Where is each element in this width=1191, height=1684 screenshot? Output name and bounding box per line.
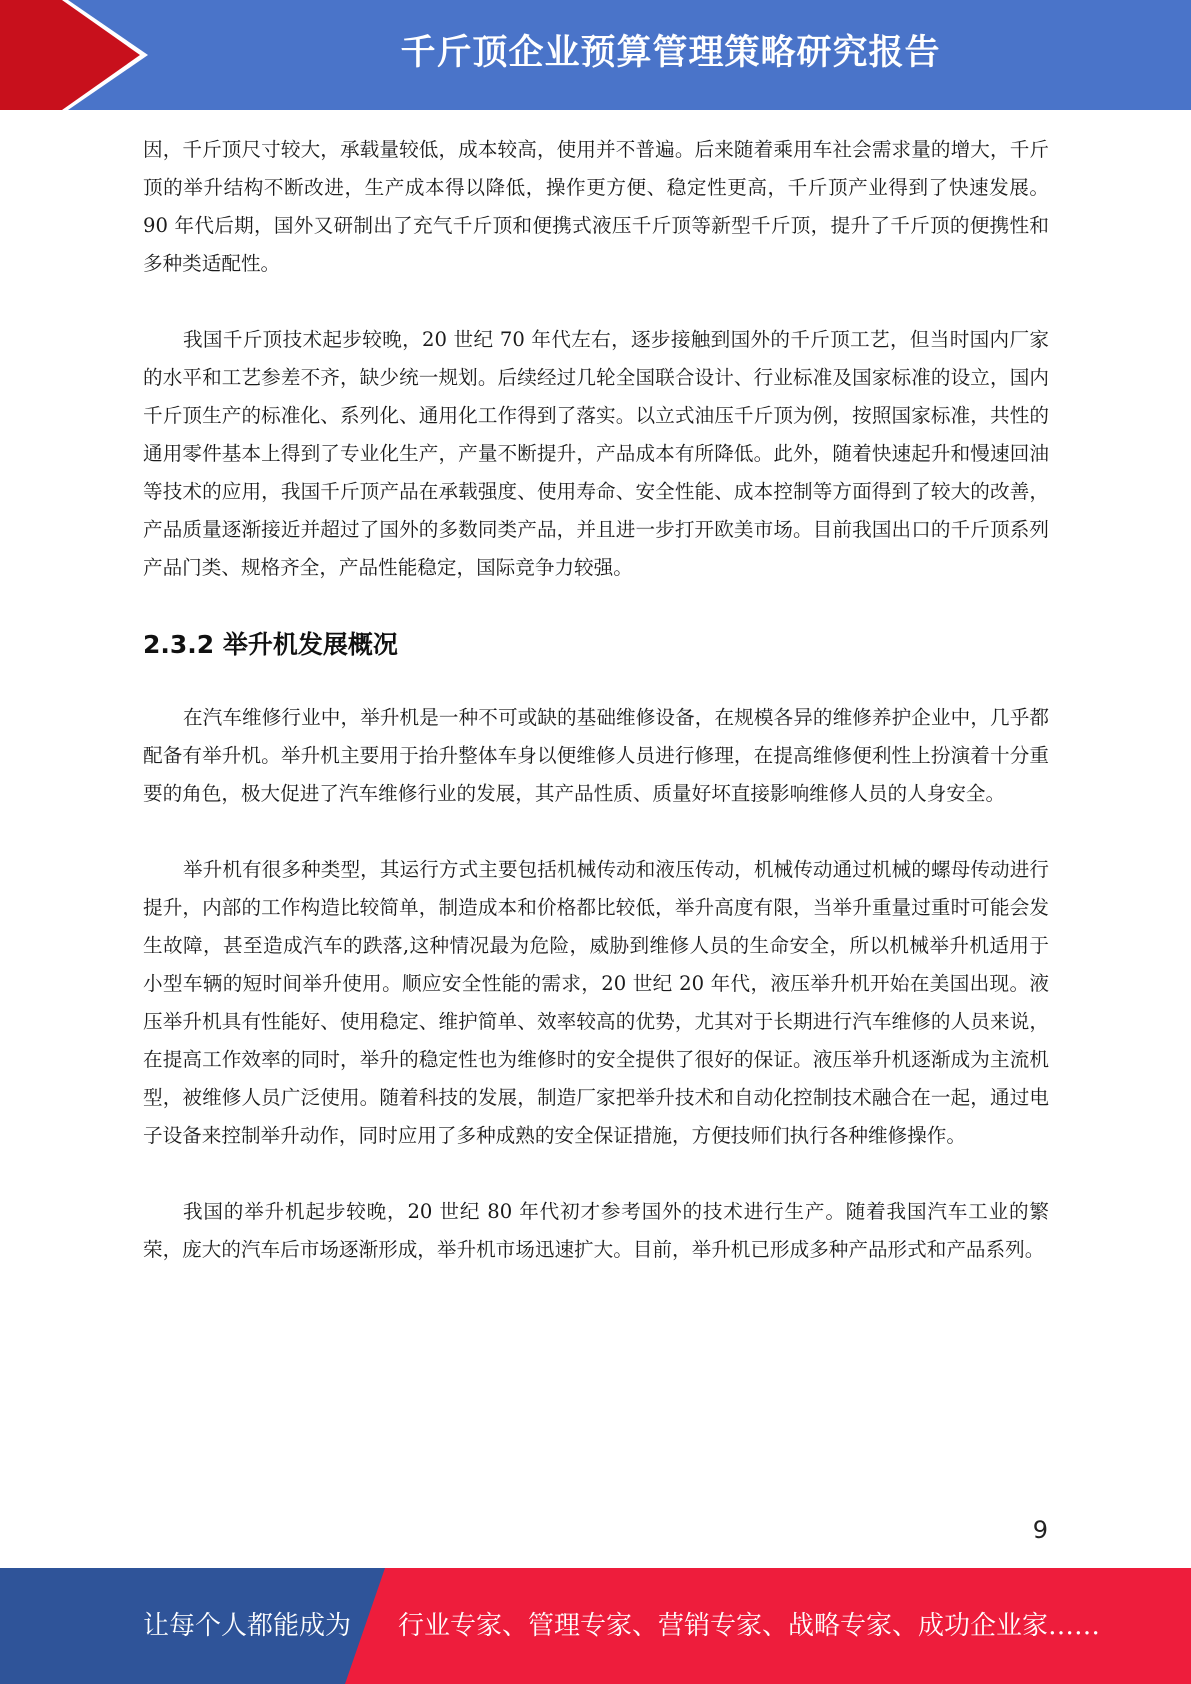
report-title: 千斤顶企业预算管理策略研究报告 <box>400 33 941 73</box>
paragraph-4: 举升机有很多种类型，其运行方式主要包括机械传动和液压传动，机械传动通过机械的螺母传动进行提升，内部的工作构造比较简单，制造成本和价格都比较低，举升高度有限，当举升重量过重时可能会发生故障，甚至造成汽车的跌落,这种情况最为危险，威胁到维修人员的生命安全，所以机械举升机适用于小型车辆的短时间举升使用。顺应安全性能的需求，20 世纪 20 年代，液压举升机开始在美国出现。液压举升机具有性能好、使用稳定、维护简单、效率较高的优势，尤其对于长期进行汽车维修的人员来说，在提高工作效率的同时，举升的稳定性也为维修时的安全提供了很好的保证。液压举升机逐渐成为主流机型，被维修人员广泛使用。随着科技的发展，制造厂家把举升技术和自动化控制技术融合在一起，通过电子设备来控制举升动作，同时应用了多种成熟的安全保证措施，方便技师们执行各种维修操作。 <box>143 858 1049 1147</box>
page-number: 9 <box>1032 1516 1048 1544</box>
footer-slogan-left: 让每个人都能成为 <box>143 1611 352 1641</box>
header-chevron-decoration <box>0 0 160 110</box>
paragraph-2: 我国千斤顶技术起步较晚，20 世纪 70 年代左右，逐步接触到国外的千斤顶工艺，但当时国内厂家的水平和工艺参差不齐，缺少统一规划。后续经过几轮全国联合设计、行业标准及国家标准的设立，国内千斤顶生产的标准化、系列化、通用化工作得到了落实。以立式油压千斤顶为例，按照国家标准，共性的通用零件基本上得到了专业化生产，产量不断提升，产品成本有所降低。此外，随着快速起升和慢速回油等技术的应用，我国千斤顶产品在承载强度、使用寿命、安全性能、成本控制等方面得到了较大的改善，产品质量逐渐接近并超过了国外的多数同类产品，并且进一步打开欧美市场。目前我国出口的千斤顶系列产品门类、规格齐全，产品性能稳定，国际竞争力较强。 <box>143 328 1049 579</box>
section-heading: 2.3.2 举升机发展概况 <box>143 630 398 659</box>
main-content <box>143 131 1049 1307</box>
footer-slogan-right: 行业专家、管理专家、营销专家、战略专家、成功企业家…… <box>398 1611 1101 1641</box>
paragraph-1: 因，千斤顶尺寸较大，承载量较低，成本较高，使用并不普遍。后来随着乘用车社会需求量的增大，千斤顶的举升结构不断改进，生产成本得以降低，操作更方便、稳定性更高，千斤顶产业得到了快速发展。90 年代后期，国外又研制出了充气千斤顶和便携式液压千斤顶等新型千斤顶，提升了千斤顶的便携性和多种类适配性。 <box>143 138 1049 275</box>
paragraph-5: 我国的举升机起步较晚，20 世纪 80 年代初才参考国外的技术进行生产。随着我国汽车工业的繁荣，庞大的汽车后市场逐渐形成，举升机市场迅速扩大。目前，举升机已形成多种产品形式和产品系列。 <box>143 1200 1049 1261</box>
paragraph-3: 在汽车维修行业中，举升机是一种不可或缺的基础维修设备，在规模各异的维修养护企业中，几乎都配备有举升机。举升机主要用于抬升整体车身以便维修人员进行修理，在提高维修便利性上扮演着十分重要的角色，极大促进了汽车维修行业的发展，其产品性质、质量好坏直接影响维修人员的人身安全。 <box>143 706 1049 805</box>
page-footer <box>0 1568 1191 1684</box>
page-header <box>0 0 1191 110</box>
